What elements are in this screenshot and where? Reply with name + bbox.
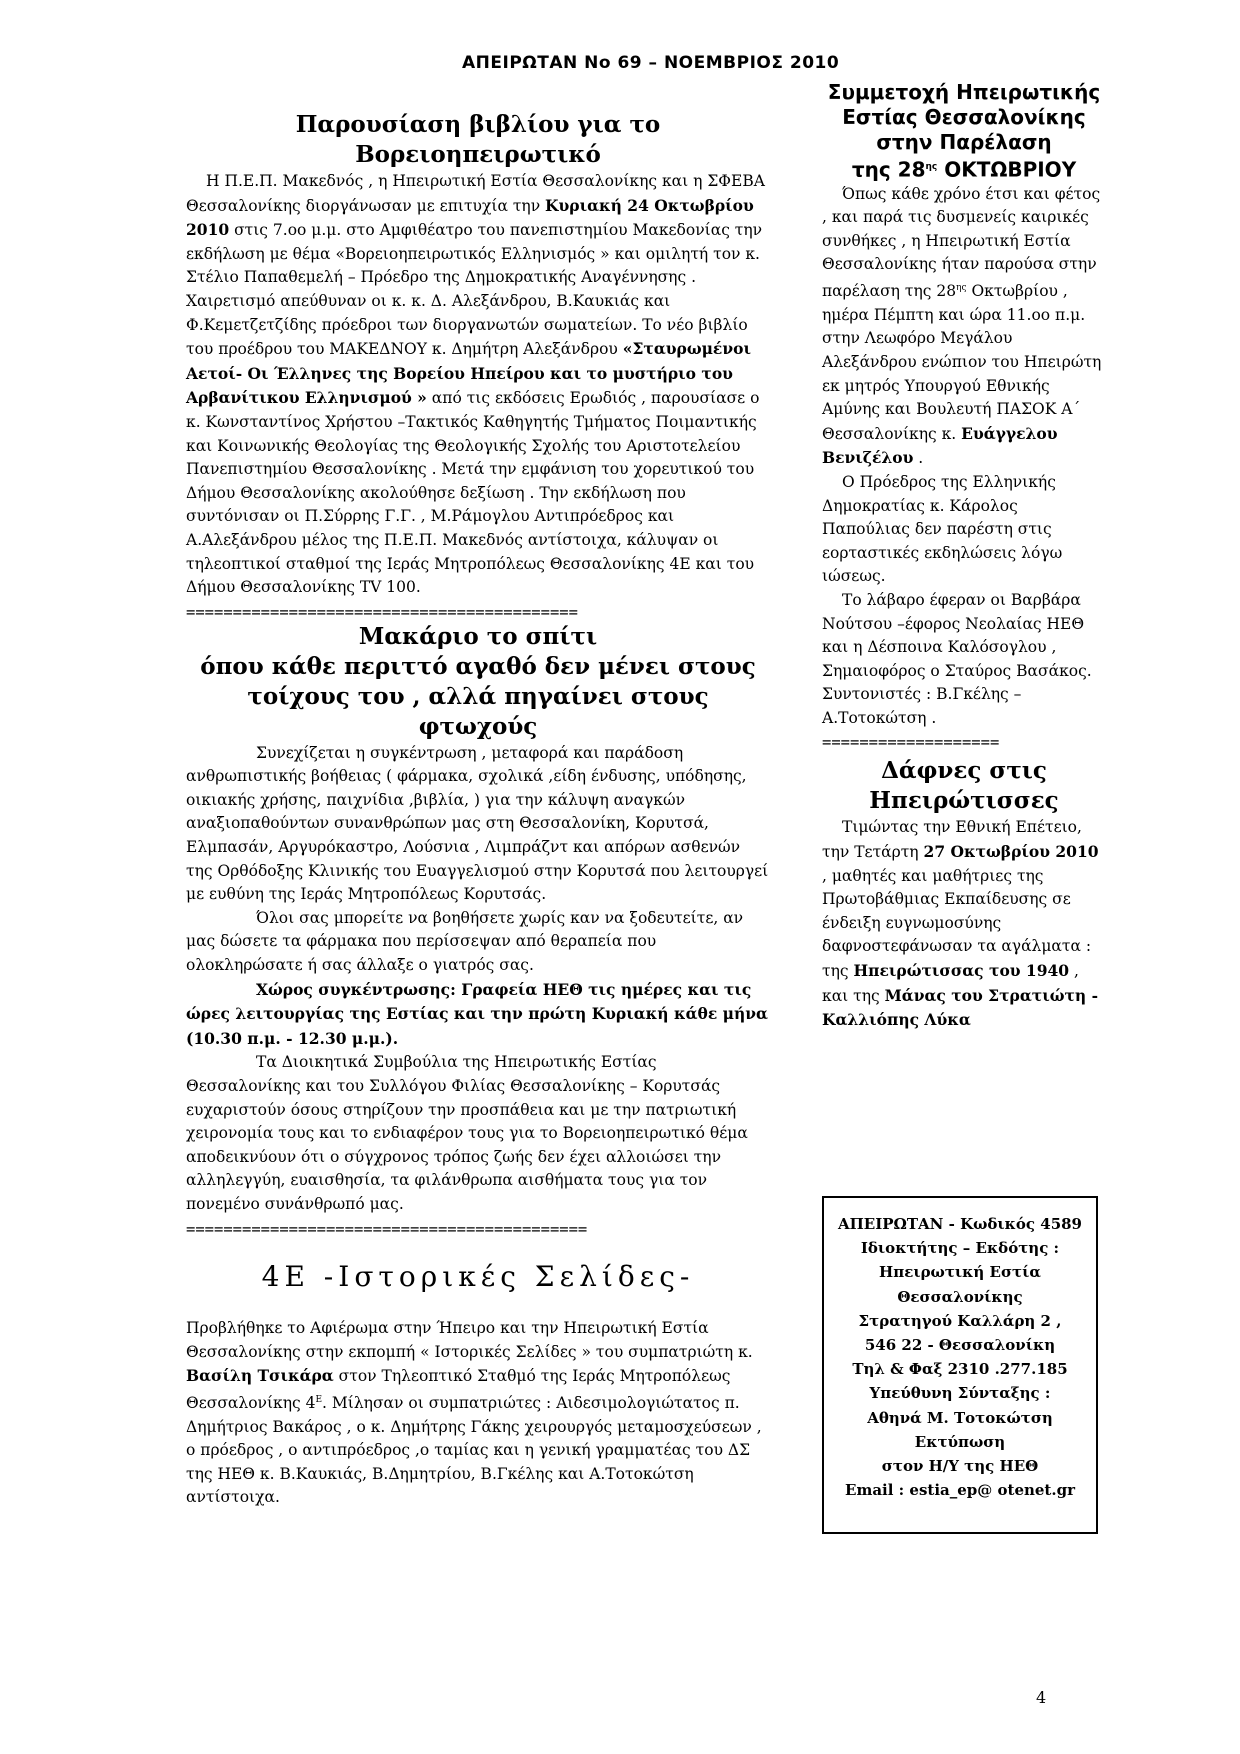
- info-editor: Αθηνά Μ. Τοτοκώτση: [867, 1408, 1053, 1427]
- side-article-body-parade-p2: Ο Πρόεδρος της Ελληνικής Δημοκρατίας κ. Κάρολος Παπούλιας δεν παρέστη στις εορταστικές εκδηλώσεις λόγω ιώσεως.: [822, 472, 1063, 586]
- info-code: ΑΠΕΙΡΩΤΑΝ - Κωδικός 4589: [838, 1215, 1082, 1233]
- info-phone: Τηλ & Φαξ 2310 .277.185: [852, 1360, 1068, 1379]
- info-owner: Ηπειρωτική Εστία Θεσσαλονίκης: [879, 1263, 1041, 1306]
- info-email: Email : estia_ep@ otenet.gr: [845, 1481, 1075, 1500]
- info-printing: στον Η/Υ της ΗΕΘ: [881, 1457, 1039, 1476]
- side-article-body-parade-p3: Το λάβαρο έφεραν οι Βαρβάρα Νούτσου –έφορος Νεολαίας ΗΕΘ και η Δέσποινα Καλόσογλου , Σημαιοφόρος ο Σταύρος Βασάκος. Συντονιστές : Β.Γκέλης – Α.Τοτοκώτση .: [822, 590, 1092, 727]
- info-editor-label: Υπεύθυνη Σύνταξης :: [869, 1384, 1051, 1403]
- article-body-historical-pages: Προβλήθηκε το Αφιέρωμα στην Ήπειρο και την Ηπειρωτική Εστία Θεσσαλονίκης στην εκπομπή « Ιστορικές Σελίδες » του συμπατριώτη κ. Βασίλη Τσικάρα στον Τηλεοπτικό Σταθμό της Ιεράς Μητροπόλεως Θεσσαλονίκης $4^E$. Μίλησαν οι συμπατριώτες : Αιδεσιμολογιώτατος π. Δημήτριος Βακάρος , ο κ. Δημήτρης Γάκης χειρουργός μεταμοσχεύσεων , ο πρόεδρος , ο αντιπρόεδρος ,ο ταμίας και η γενική γραμματέας του ΔΣ της ΗΕΘ κ. Β.Καυκιάς, Β.Δημητρίου, Β.Γκέλης και Α.Τοτοκώτση αντίστοιχα.: [186, 1319, 762, 1507]
- publication-info-box: [822, 1196, 1098, 1534]
- side-divider-rule: ===================: [822, 734, 1000, 751]
- info-address-street: Στρατηγού Καλλάρη 2 ,: [858, 1311, 1062, 1330]
- side-column: [822, 80, 1106, 1033]
- article-title-book-presentation: Παρουσίαση βιβλίου για το Βορειοηπειρωτικό: [295, 111, 661, 168]
- side-article-title-parade: Συμμετοχή Ηπειρωτικής Εστίας Θεσσαλονίκης στην Παρέλαση της $28^{\eta\varsigma}$ ΟΚΤΩΒΡΙΟΥ: [827, 80, 1101, 182]
- article-body-charity-collection: Χώρος συγκέντρωσης: Γραφεία ΗΕΘ τις ημέρες και τις ώρες λειτουργίας της Εστίας και την πρώτη Κυριακή κάθε μήνα (10.30 π.μ. - 12.30 μ.μ.).: [186, 979, 768, 1048]
- info-address-city: 546 22 - Θεσσαλονίκη: [864, 1336, 1056, 1355]
- main-column: [186, 110, 770, 1510]
- divider-rule-2: ===========================================: [186, 1220, 588, 1237]
- article-title-historical-pages: 4Ε -Ιστορικές Σελίδες-: [261, 1259, 695, 1293]
- side-article-body-laurels: Τιμώντας την Εθνική Επέτειο, την Τετάρτη 27 Οκτωβρίου 2010 , μαθητές και μαθήτριες της Πρωτοβάθμιας Εκπαίδευσης σε ένδειξη ευγνωμοσύνης δαφνοστεφάνωσαν τα αγάλματα : της Ηπειρώτισσας του 1940 , και της Μάνας του Στρατιώτη - Καλλιόπης Λύκα: [822, 818, 1099, 1030]
- info-owner-label: Ιδιοκτήτης – Εκδότης :: [860, 1239, 1060, 1258]
- side-article-body-parade-p1: Όπως κάθε χρόνο έτσι και φέτος , και παρά τις δυσμενείς καιρικές συνθήκες , η Ηπειρωτική Εστία Θεσσαλονίκης ήταν παρούσα στην παρέλαση της $28^{\eta\varsigma}$ Οκτωβρίου , ημέρα Πέμπτη και ώρα 11.oo π.μ. στην Λεωφόρο Μεγάλου Αλεξάνδρου ενώπιον του Ηπειρώτη εκ μητρός Υπουργού Εθνικής Αμύνης και Βουλευτή ΠΑΣΟΚ Α΄ Θεσσαλονίκης κ. Ευάγγελου Βενιζέλου .: [822, 184, 1102, 468]
- side-article-title-laurels: Δάφνες στις Ηπειρώτισσες: [869, 757, 1059, 815]
- page-header: ΑΠΕΙΡΩΤΑΝ Νο 69 – ΝΟΕΜΒΡΙΟΣ 2010: [462, 53, 840, 73]
- article-body-charity-p1: Συνεχίζεται η συγκέντρωση , μεταφορά και παράδοση ανθρωπιστικής βοήθειας ( φάρμακα, σχολικά ,είδη ένδυσης, υπόδησης, οικιακής χρήσης, παιχνίδια ,βιβλία, ) για την κάλυψη αναγκών αναξιοπαθούντων συνανθρώπων μας στη Θεσσαλονίκη, Κορυτσά, Ελμπασάν, Αργυρόκαστρο, Λούσνια , Λιμπράζντ και απόρων ασθενών της Ορθόδοξης Κλινικής του Ευαγγελισμού στην Κορυτσά που λειτουργεί με ευθύνη της Ιεράς Μητροπόλεως Κορυτσάς.: [186, 743, 769, 904]
- divider-rule: ==========================================: [186, 603, 578, 620]
- article-body-charity-p2: Όλοι σας μπορείτε να βοηθήσετε χωρίς καν να ξοδευτείτε, αν μας δώσετε τα φάρμακα που περίσσεψαν από θεραπεία που ολοκληρώσατε ή σας άλλαξε ο γιατρός σας.: [186, 908, 744, 975]
- article-body-charity-p4: Τα Διοικητικά Συμβούλια της Ηπειρωτικής Εστίας Θεσσαλονίκης και του Συλλόγου Φιλίας Θεσσαλονίκης – Κορυτσάς ευχαριστούν όσους στηρίζουν την προσπάθεια και με την πατριωτική χειρονομία τους και το ενδιαφέρον τους για το Βορειοηπειρωτικό θέμα αποδεικνύουν ότι ο σύγχρονος τρόπος ζωής δεν έχει αλλοιώσει την αλληλεγγύη, ευαισθησία, τα φιλάνθρωπα αισθήματα τους για τον πονεμένο συνάνθρωπό μας.: [186, 1053, 748, 1213]
- article-title-charity: Μακάριο το σπίτι όπου κάθε περιττό αγαθό δεν μένει στους τοίχους του , αλλά πηγαίνει στους φτωχούς: [200, 622, 756, 740]
- info-printing-label: Εκτύπωση: [914, 1432, 1006, 1451]
- article-body-book-presentation: Η Π.Ε.Π. Μακεδνός , η Ηπειρωτική Εστία Θεσσαλονίκης και η ΣΦΕΒΑ Θεσσαλονίκης διοργάνωσαν με επιτυχία την Κυριακή 24 Οκτωβρίου 2010 στις 7.oo μ.μ. στο Αμφιθέατρο του πανεπιστημίου Μακεδονίας την εκδήλωση με θέμα «Βορειοηπειρωτικός Ελληνισμός » και ομιλητή τον κ. Στέλιο Παπαθεμελή – Πρόεδρο της Δημοκρατικής Αναγέννησης . Χαιρετισμό απεύθυναν οι κ. κ. Δ. Αλεξάνδρου, Β.Καυκιάς και Φ.Κεμετζετζίδης πρόεδροι των διοργανωτών σωματείων. Το νέο βιβλίο του προέδρου του ΜΑΚΕΔΝΟΥ κ. Δημήτρη Αλεξάνδρου «Σταυρωμένοι Αετοί- Οι Έλληνες της Βορείου Ηπείρου και το μυστήριο του Αρβανίτικου Ελληνισμού » από τις εκδόσεις Ερωδιός , παρουσίασε ο κ. Κωνσταντίνος Χρήστου –Τακτικός Καθηγητής Τμήματος Ποιμαντικής και Κοινωνικής Θεολογίας της Θεολογικής Σχολής του Αριστοτελείου Πανεπιστημίου Θεσσαλονίκης . Μετά την εμφάνιση του χορευτικού του Δήμου Θεσσαλονίκης ακολούθησε δεξίωση . Την εκδήλωση που συντόνισαν οι Π.Σύρρης Γ.Γ. , Μ.Ράμογλου Αντιπρόεδρος και Α.Αλεξάνδρου μέλος της Π.Ε.Π. Μακεδνός αντίστοιχα, κάλυψαν οι τηλεοπτικοί σταθμοί της Ιεράς Μητροπόλεως Θεσσαλονίκης 4Ε και του Δήμου Θεσσαλονίκης TV 100.: [186, 172, 765, 597]
- page-number: 4: [1036, 1688, 1047, 1707]
